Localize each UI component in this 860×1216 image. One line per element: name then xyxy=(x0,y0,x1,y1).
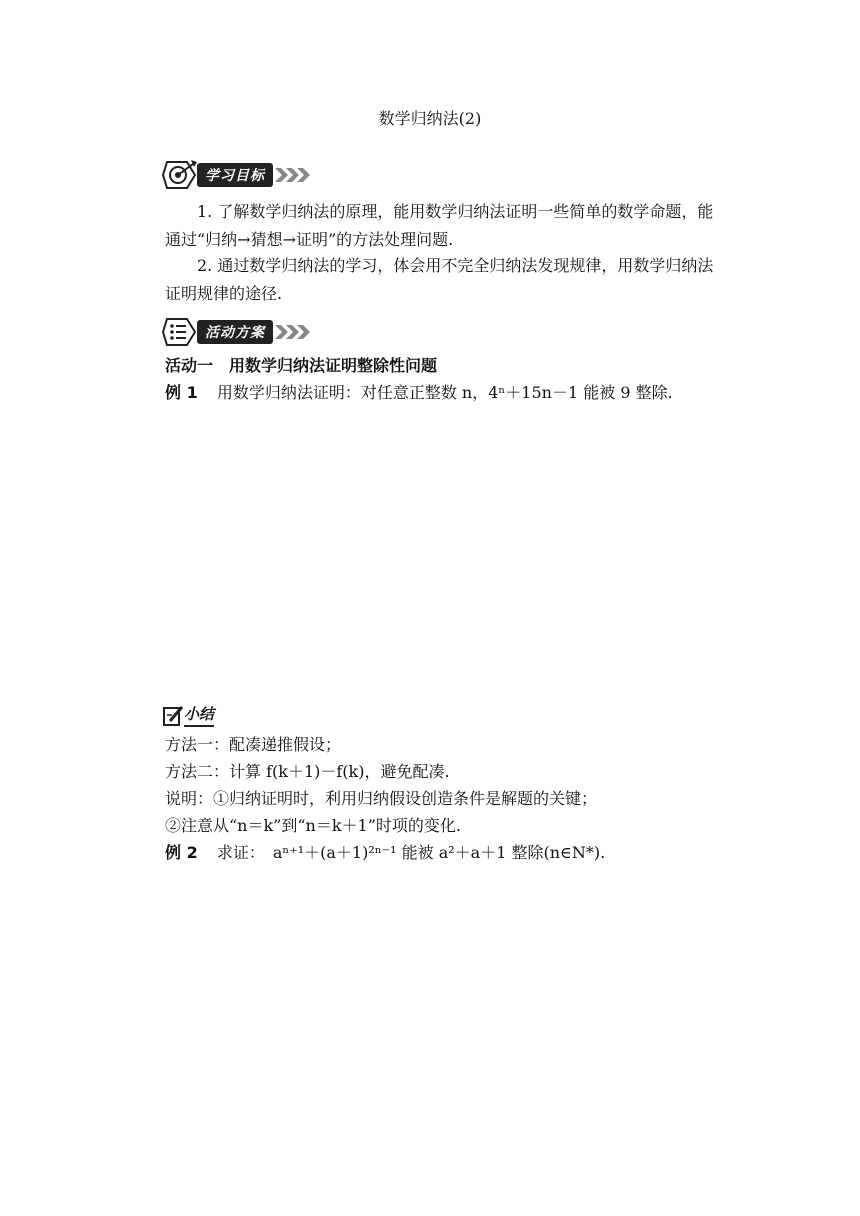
activity-plan-label: 活动方案 xyxy=(197,320,273,344)
goal-1-line-2: 通过“归纳→猜想→证明”的方法处理问题. xyxy=(165,230,454,249)
method-2: 方法二：计算 f(k＋1)－f(k)，避免配凑. xyxy=(165,762,450,781)
goal-1-line-1: 1. 了解数学归纳法的原理，能用数学归纳法证明一些简单的数学命题，能 xyxy=(197,202,714,221)
goal-2-line-2: 证明规律的途径. xyxy=(165,284,283,303)
learning-goals-label: 学习目标 xyxy=(197,163,273,187)
summary-heading xyxy=(162,703,214,727)
activity-plan-banner xyxy=(161,315,311,349)
list-icon xyxy=(161,315,199,349)
chevrons-icon xyxy=(275,166,311,184)
example-2-text: 求证： aⁿ⁺¹＋(a＋1)²ⁿ⁻¹ 能被 a²＋a＋1 整除(n∈N*). xyxy=(216,843,606,862)
activity-1-heading: 活动一 用数学归纳法证明整除性问题 xyxy=(165,356,438,375)
example-1-text: 用数学归纳法证明：对任意正整数 n，4ⁿ＋15n－1 能被 9 整除. xyxy=(216,383,673,402)
learning-goals-banner xyxy=(161,158,311,192)
chevrons-icon xyxy=(275,323,311,341)
note-1: 说明：①归纳证明时，利用归纳假设创造条件是解题的关键； xyxy=(165,789,598,808)
pencil-note-icon xyxy=(162,705,184,727)
example-1-label: 例 1 xyxy=(165,383,198,402)
note-2: ②注意从“n＝k”到“n＝k＋1”时项的变化. xyxy=(165,816,461,835)
target-icon xyxy=(161,158,199,192)
goal-2-line-1: 2. 通过数学归纳法的学习，体会用不完全归纳法发现规律，用数学归纳法 xyxy=(197,256,714,275)
example-2-label: 例 2 xyxy=(165,843,198,862)
example-1 xyxy=(165,380,673,403)
example-2 xyxy=(165,840,605,863)
page-title: 数学归纳法(2) xyxy=(378,109,482,128)
summary-label: 小结 xyxy=(184,703,214,727)
method-1: 方法一：配凑递推假设； xyxy=(165,735,342,754)
